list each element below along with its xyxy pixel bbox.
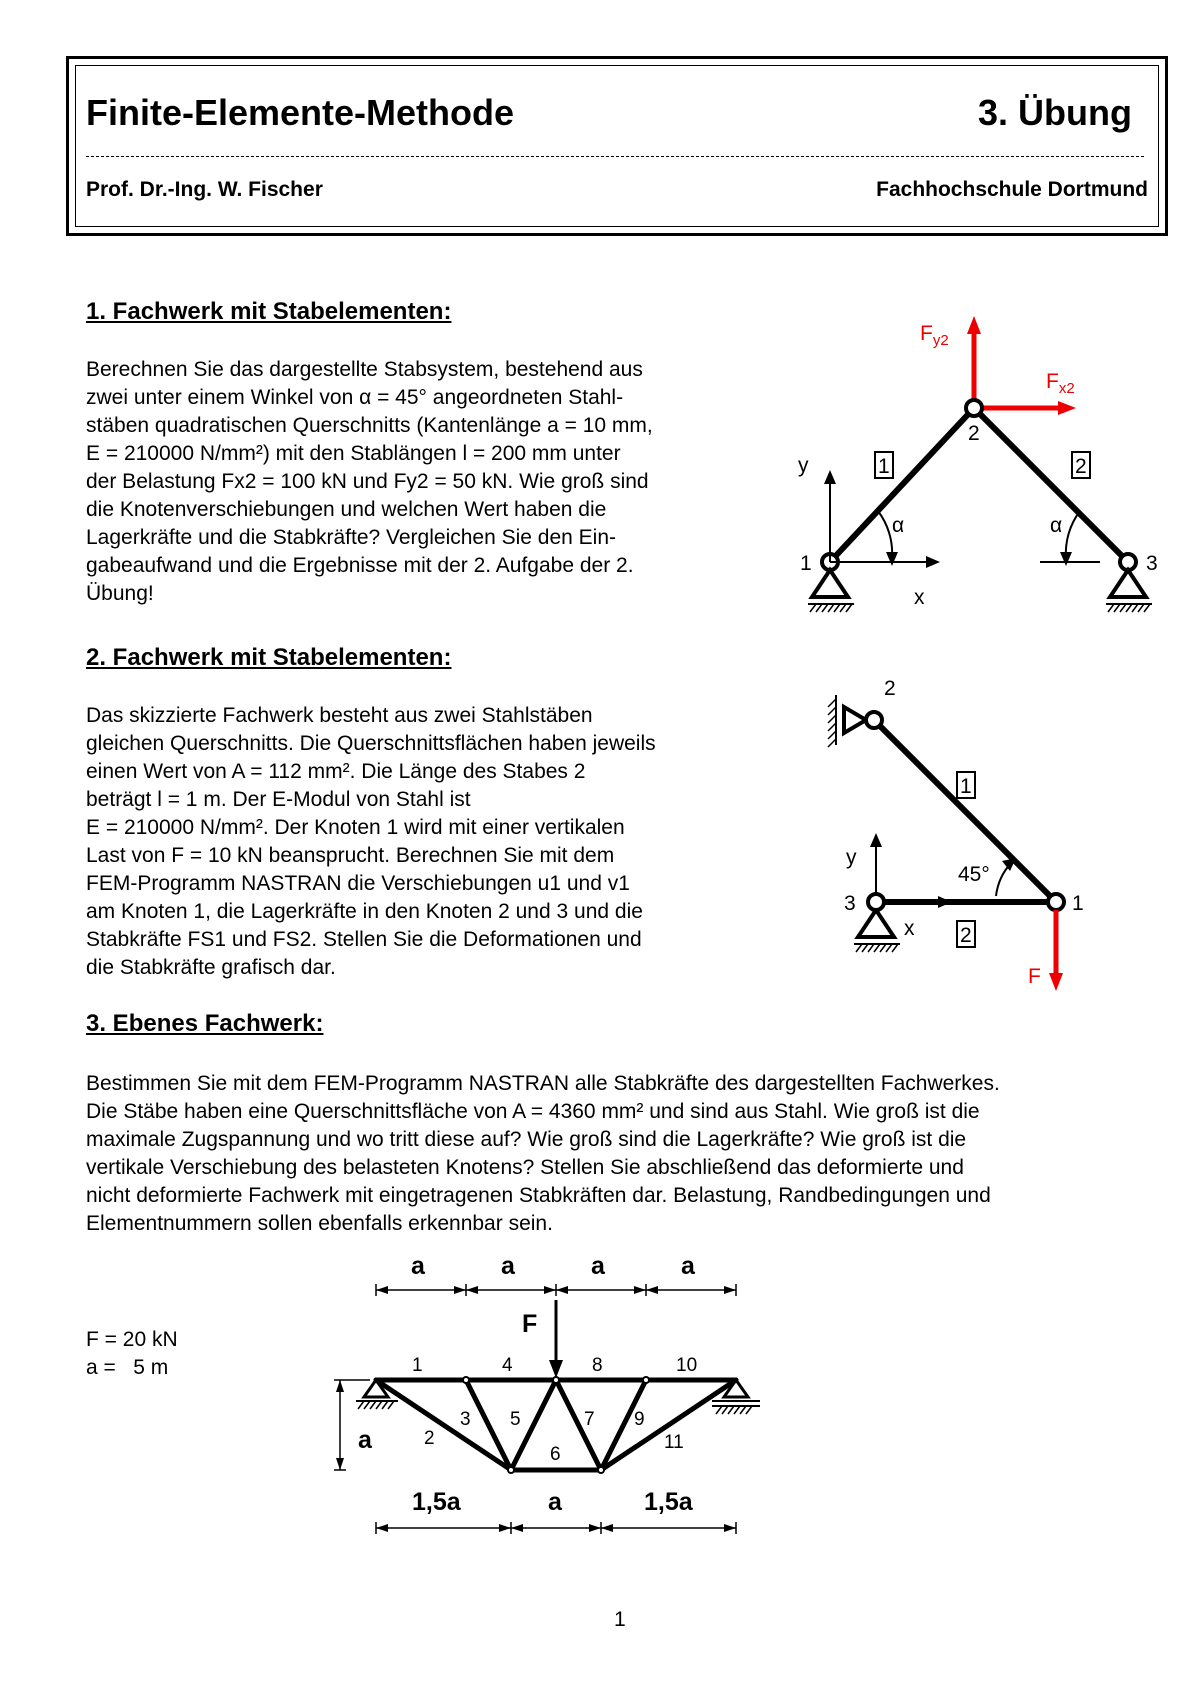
task1-line: Berechnen Sie das dargestellte Stabsystem, bestehend aus (86, 358, 643, 381)
task2-node-label-1: 1 (1072, 892, 1084, 915)
task1-bar-label-1: 1 (878, 455, 890, 478)
task3-line: vertikale Verschiebung des belasteten Knotens? Stellen Sie abschließend das deformierte und (86, 1156, 964, 1179)
task2-axis-x-label: x (904, 917, 915, 940)
task2-node-2 (866, 712, 882, 728)
task3-support-right (712, 1380, 760, 1414)
header-inner-frame (75, 65, 1159, 227)
task3-line: maximale Zugspannung und wo tritt diese auf? Wie groß sind die Lagerkräfte? Wie groß ist die (86, 1128, 967, 1151)
task2-line: am Knoten 1, die Lagerkräfte in den Knoten 2 und 3 und die (86, 900, 643, 923)
task2-text (86, 702, 746, 982)
task1-line: gabeaufwand und die Ergebnisse mit der 2. Aufgabe der 2. (86, 554, 634, 577)
task2-bar-label-1: 1 (960, 775, 972, 798)
task3-member-label: 7 (584, 1409, 595, 1430)
task2-line: beträgt l = 1 m. Der E-Modul von Stahl ist (86, 788, 471, 811)
task3-top-dim-label: a (411, 1252, 425, 1280)
task2-heading: 2. Fachwerk mit Stabelementen: (86, 644, 452, 671)
task3-member-label: 10 (676, 1355, 698, 1376)
task2-angle-label: 45° (958, 863, 990, 886)
task3-member-label: 11 (664, 1432, 684, 1453)
task1-angle-label-right: α (1050, 514, 1063, 537)
task2-support-3 (854, 910, 900, 952)
task3-bottom-dim-label: a (548, 1488, 562, 1516)
task1-node-label-1: 1 (800, 552, 812, 575)
task3-member-label: 3 (460, 1409, 471, 1430)
document-title: Finite-Elemente-Methode (86, 92, 515, 133)
professor-name: Prof. Dr.-Ing. W. Fischer (86, 178, 323, 201)
task1-angle-arc-left (878, 511, 892, 558)
task3-top-dim-label: a (591, 1252, 605, 1280)
task1-bar-2 (974, 408, 1128, 562)
task3-given-F: F = 20 kN (86, 1328, 178, 1351)
task1-label-fx2: $F_{x2}$ (1046, 370, 1075, 397)
exercise-number: 3. Übung (978, 92, 1132, 133)
task1-heading: 1. Fachwerk mit Stabelementen: (86, 298, 452, 325)
task2-line: gleichen Querschnitts. Die Querschnittsflächen haben jeweils (86, 732, 656, 755)
task1-line: der Belastung Fx2 = 100 kN und Fy2 = 50 kN. Wie groß sind (86, 470, 649, 493)
task3-top-dim-label: a (501, 1252, 515, 1280)
task2-node-label-2: 2 (884, 677, 896, 700)
task1-angle-arc-right (1066, 511, 1080, 558)
task2-line: Das skizzierte Fachwerk besteht aus zwei Stahlstäben (86, 704, 593, 727)
task1-support-3 (1106, 570, 1152, 612)
task2-line: die Stabkräfte grafisch dar. (86, 956, 336, 979)
task2-node-3 (868, 894, 884, 910)
task2-figure (800, 665, 1120, 1005)
task1-line: zwei unter einem Winkel von α = 45° angeordneten Stahl- (86, 386, 624, 409)
task1-line: die Knotenverschiebungen und welchen Wert haben die (86, 498, 607, 521)
task2-line: Stabkräfte FS1 und FS2. Stellen Sie die Deformationen und (86, 928, 642, 951)
task1-line: Übung! (86, 582, 154, 605)
task3-support-left (356, 1380, 398, 1409)
task1-node-2 (966, 400, 982, 416)
task1-bar-label-2: 2 (1075, 455, 1087, 478)
task3-member-label: 6 (550, 1444, 561, 1465)
page-number: 1 (614, 1608, 626, 1631)
task3-load-label: F (522, 1310, 538, 1338)
task3-figure (320, 1240, 780, 1540)
task3-member-label: 1 (412, 1355, 423, 1376)
task1-bar-1 (830, 408, 974, 562)
task3-top-dim-label: a (681, 1252, 695, 1280)
task3-member-label: 9 (634, 1409, 645, 1430)
task1-node-label-2: 2 (968, 422, 980, 445)
task1-figure (760, 300, 1180, 630)
school-name: Fachhochschule Dortmund (876, 178, 1148, 201)
task3-member-label: 8 (592, 1355, 603, 1376)
task3-member-label: 4 (502, 1355, 513, 1376)
task1-line: Lagerkräfte und die Stabkräfte? Vergleichen Sie den Ein- (86, 526, 617, 549)
task3-line: Die Stäbe haben eine Querschnittsfläche von A = 4360 mm² und sind aus Stahl. Wie groß ist die (86, 1100, 980, 1123)
task2-bar-label-2: 2 (960, 924, 972, 947)
task3-bottom-dim-label: 1,5a (644, 1488, 693, 1516)
task3-member-label: 5 (510, 1409, 521, 1430)
task3-heading: 3. Ebenes Fachwerk: (86, 1010, 324, 1037)
task2-node-label-3: 3 (844, 892, 856, 915)
task1-text (86, 356, 746, 608)
task2-axis-y-label: y (846, 846, 857, 869)
task3-line: nicht deformierte Fachwerk mit eingetragenen Stabkräften dar. Belastung, Randbedingungen und (86, 1184, 991, 1207)
task3-bottom-dim-label: 1,5a (412, 1488, 461, 1516)
task3-member-label: 2 (424, 1428, 435, 1449)
task2-node-1 (1048, 894, 1064, 910)
task3-given-a: a = 5 m (86, 1356, 169, 1379)
task2-line: einen Wert von A = 112 mm². Die Länge des Stabes 2 (86, 760, 586, 783)
task1-line: E = 210000 N/mm²) mit den Stablängen l = 200 mm unter (86, 442, 621, 465)
task2-line: E = 210000 N/mm². Der Knoten 1 wird mit einer vertikalen (86, 816, 625, 839)
task3-line: Bestimmen Sie mit dem FEM-Programm NASTRAN alle Stabkräfte des dargestellten Fachwerkes. (86, 1072, 1000, 1095)
task3-bottom-dimension (376, 1522, 736, 1534)
task1-label-fy2: $F_{y2}$ (920, 322, 949, 349)
task3-line: Elementnummern sollen ebenfalls erkennbar sein. (86, 1212, 553, 1235)
task1-angle-label-left: α (892, 514, 905, 537)
task1-node-label-3: 3 (1146, 552, 1158, 575)
task2-line: Last von F = 10 kN beansprucht. Berechnen Sie mit dem (86, 844, 615, 867)
task2-load-label: F (1028, 965, 1041, 988)
header-divider (86, 156, 1144, 157)
task1-axis-x-label: x (914, 586, 925, 609)
task3-height-dimension (334, 1380, 370, 1470)
task2-line: FEM-Programm NASTRAN die Verschiebungen u1 und v1 (86, 872, 630, 895)
task1-line: stäben quadratischen Querschnitts (Kantenlänge a = 10 mm, (86, 414, 653, 437)
task1-support-1 (808, 570, 854, 612)
task3-height-label: a (358, 1426, 372, 1454)
task3-top-dimension (376, 1284, 736, 1296)
task2-support-2 (828, 695, 866, 747)
task3-text (86, 1070, 1146, 1238)
task1-axis-y-label: y (798, 454, 809, 477)
